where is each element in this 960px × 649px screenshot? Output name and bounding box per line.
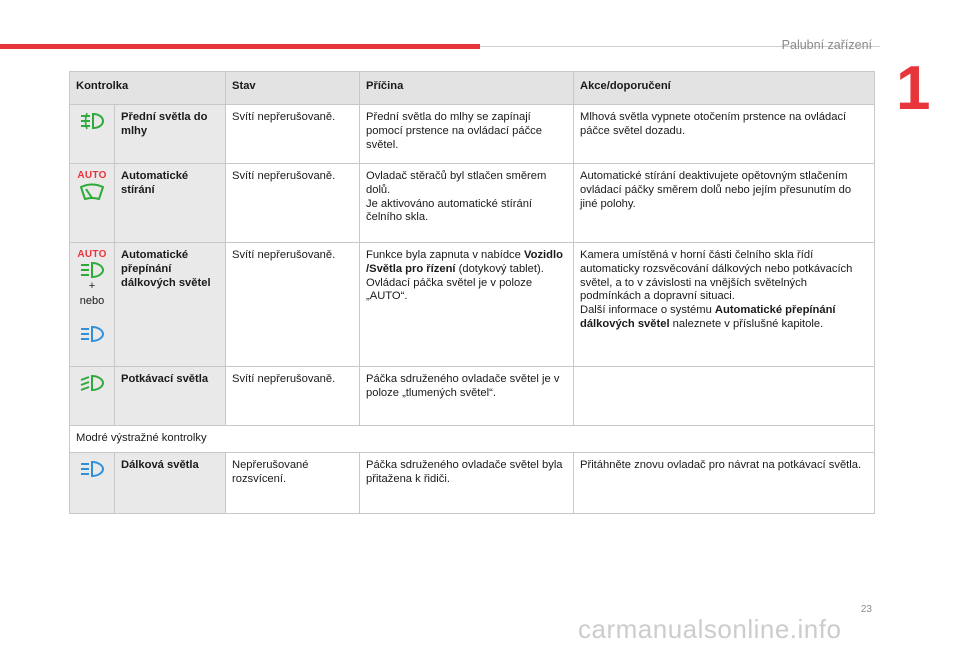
action-cell [574,243,875,367]
indicator-name: Přední světla do mlhy [115,105,226,164]
table-row [70,164,875,243]
plus-sign: + [88,280,96,292]
main-beam-icon [76,459,108,479]
action-cell [574,367,875,426]
table-row [70,243,875,367]
cause-cell: Přední světla do mlhy se zapínají pomocí prstence na ovládací páčce světel. [360,105,574,164]
indicator-cell [70,243,115,367]
cause-cell [360,243,574,367]
section-row [70,426,875,453]
indicator-cell [70,105,115,164]
column-header-cause: Příčina [360,72,574,105]
indicator-name: Dálková světla [115,452,226,513]
table-row [70,367,875,426]
main-beam-blue-icon [76,324,108,344]
action-cell: Mlhová světla vypnete otočením prstence na ovládací páčce světel dozadu. [574,105,875,164]
action-line: Kamera umístěná v horní části čelního skla řídí automaticky rozsvěcování dálkových nebo potkávacích světel, a to v závislosti na vnějších světelných podmínkách a dopravní situaci. [580,249,853,303]
cause-line: Funkce byla zapnuta v nabídce Vozidlo /Světla pro řízení (dotykový tablet). [366,249,563,275]
action-cell: Přitáhněte znovu ovladač pro návrat na potkávací světla. [574,452,875,513]
page-number: 23 [860,604,872,615]
watermark: carmanualsonline.info [578,614,842,644]
table-row [70,105,875,164]
dipped-beam-icon [76,373,108,393]
automatic-wiping-icon [76,181,108,203]
action-cell: Automatické stírání deaktivujete opětovným stlačením ovládací páčky směrem dolů nebo jejím přesunutím do jiné polohy. [574,164,875,243]
action-line: Další informace o systému Automatické přepínání dálkových světel naleznete v příslušné kapitole. [580,304,836,330]
cause-cell: Páčka sdruženého ovladače světel je v poloze „tlumených světel“. [360,367,574,426]
state-cell: Svítí nepřerušovaně. [226,243,360,367]
indicator-cell [70,367,115,426]
column-header-indicator: Kontrolka [70,72,226,105]
auto-label: AUTO [77,249,107,260]
cause-line: Ovladač stěračů byl stlačen směrem dolů. [366,170,547,196]
cause-line: Je aktivováno automatické stírání čelního skla. [366,197,533,224]
warning-lights-table [69,71,875,514]
state-cell: Svítí nepřerušovaně. [226,164,360,243]
chapter-number: 1 [896,54,931,123]
state-cell: Svítí nepřerušovaně. [226,105,360,164]
menu-path: Vozidlo /Světla pro řízení [366,249,563,275]
indicator-name: Automatické stírání [115,164,226,243]
main-beam-green-icon [76,260,108,280]
indicator-cell [70,452,115,513]
table-header-row [70,72,875,105]
system-name: Automatické přepínání dálkových světel [580,304,836,330]
cause-cell: Páčka sdruženého ovladače světel byla přitažena k řidiči. [360,452,574,513]
column-header-action: Akce/doporučení [574,72,875,105]
indicator-name: Automatické přepínání dálkových světel [115,243,226,367]
section-title: Palubní zařízení [781,38,872,52]
state-cell: Nepřerušované rozsvícení. [226,452,360,513]
front-fog-light-icon [76,111,108,131]
cause-line: Ovládací páčka světel je v poloze „AUTO“. [366,276,533,303]
auto-label: AUTO [77,170,107,181]
table-row [70,452,875,513]
section-label: Modré výstražné kontrolky [70,426,875,453]
header-accent-bar [0,44,480,49]
cause-cell [360,164,574,243]
state-cell: Svítí nepřerušovaně. [226,367,360,426]
column-header-state: Stav [226,72,360,105]
indicator-name: Potkávací světla [115,367,226,426]
indicator-cell [70,164,115,243]
or-label: nebo [79,295,105,307]
